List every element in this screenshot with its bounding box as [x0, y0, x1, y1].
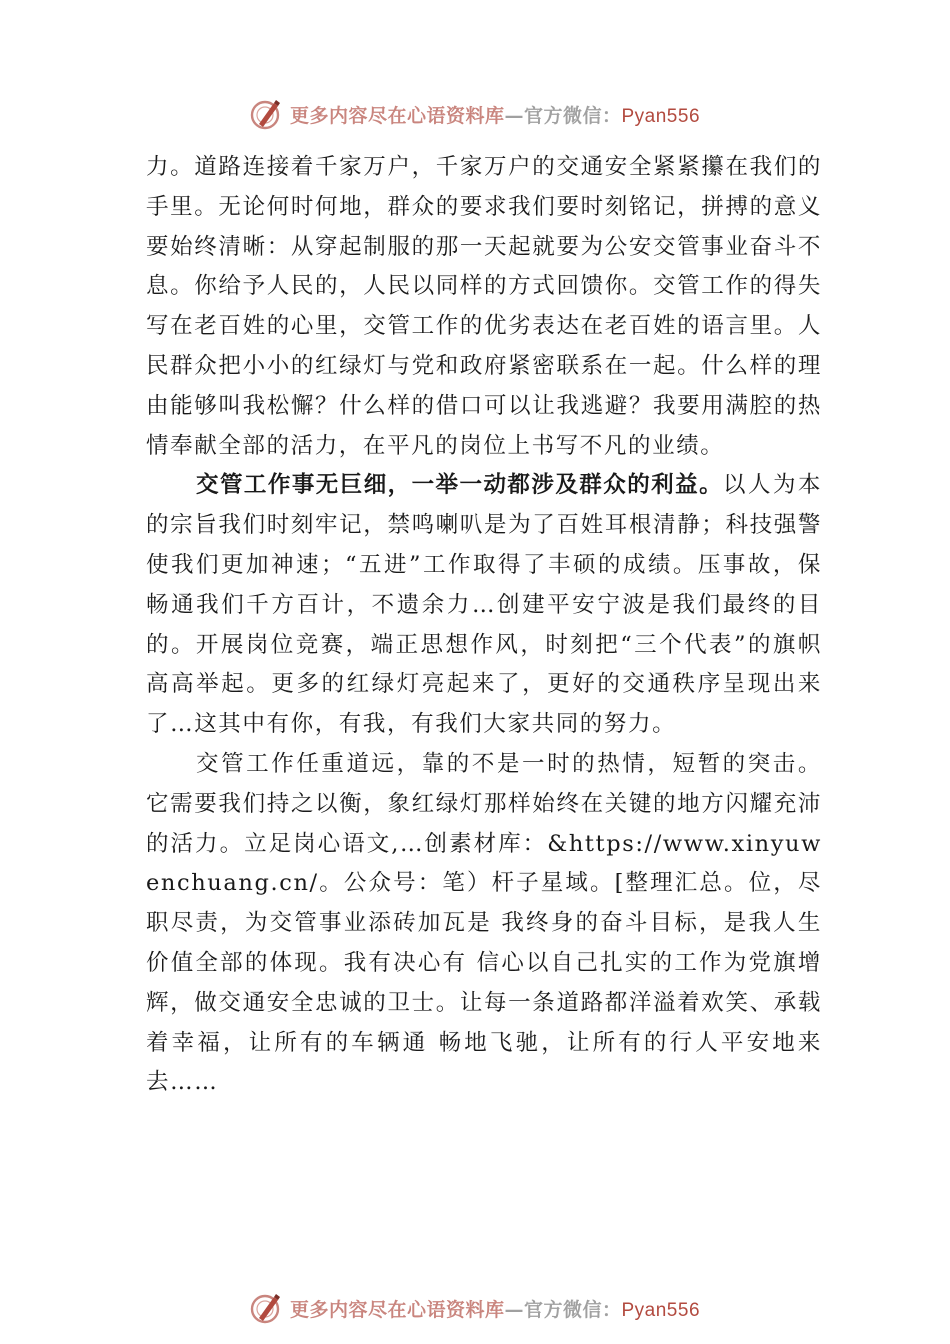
document-body — [146, 148, 822, 1103]
watermark-wechat-id: Pyan556 — [621, 1299, 701, 1321]
footer-watermark — [0, 1288, 950, 1328]
paragraph-2-lead: 交管工作事无巨细，一举一动都涉及群众的利益。 — [196, 472, 724, 499]
watermark-title: 更多内容尽在心语资料库 — [289, 104, 505, 127]
watermark-title: 更多内容尽在心语资料库 — [289, 1298, 505, 1321]
paragraph-1: 力。道路连接着千家万户，千家万户的交通安全紧紧攥在我们的手里。无论何时何地，群众的要求我们要时刻铭记，拼搏的意义要始终清晰：从穿起制服的那一天起就要为公安交管事业奋斗不息。你给予人民的，人民以同样的方式回馈你。交管工作的得失写在老百姓的心里，交管工作的优劣表达在老百姓的语言里。人民群众把小小的红绿灯与党和政府紧密联系在一起。什么样的理由能够叫我松懈？什么样的借口可以让我逃避？我要用满腔的热情奉献全部的活力，在平凡的岗位上书写不凡的业绩。 — [146, 154, 822, 459]
header-watermark-text — [290, 101, 700, 128]
footer-watermark-text — [290, 1295, 700, 1322]
paragraph-2-text: 以人为本的宗旨我们时刻牢记，禁鸣喇叭是为了百姓耳根清静；科技强警使我们更加神速；“五进”工作取得了丰硕的成绩。压事故，保畅通我们千方百计，不遗余力…创建平安宁波是我们最终的目的。开展岗位竞赛，端正思想作风，时刻把“三个代表”的旗帜高高举起。更多的红绿灯亮起来了，更好的交通秩序呈现出来了…这其中有你，有我，有我们大家共同的努力。 — [146, 472, 822, 738]
pen-logo-icon — [250, 1291, 284, 1325]
header-watermark — [0, 94, 950, 134]
header-watermark-inner — [250, 97, 700, 131]
paragraph-2 — [146, 466, 822, 745]
watermark-label: —官方微信： — [504, 1298, 622, 1321]
paragraph-3: 交管工作任重道远，靠的不是一时的热情，短暂的突击。它需要我们持之以衡，象红绿灯那样始终在关键的地方闪耀充沛的活力。立足岗心语文,…创素材库：&https://www.xinyuwenchuang.cn/。公众号：笔）杆子星域。[整理汇总。位，尽职尽责，为交管事业添砖加瓦是 我终身的奋斗目标，是我人生价值全部的体现。我有决心有 信心以自己扎实的工作为党旗增辉，做交通安全忠诚的卫士。让每一条道路都洋溢着欢笑、承载着幸福，让所有的车辆通 畅地飞驰，让所有的行人平安地来去…… — [146, 750, 822, 1096]
watermark-label: —官方微信： — [504, 104, 622, 127]
watermark-wechat-id: Pyan556 — [621, 105, 701, 127]
pen-logo-icon — [250, 97, 284, 131]
footer-watermark-inner — [250, 1291, 700, 1325]
